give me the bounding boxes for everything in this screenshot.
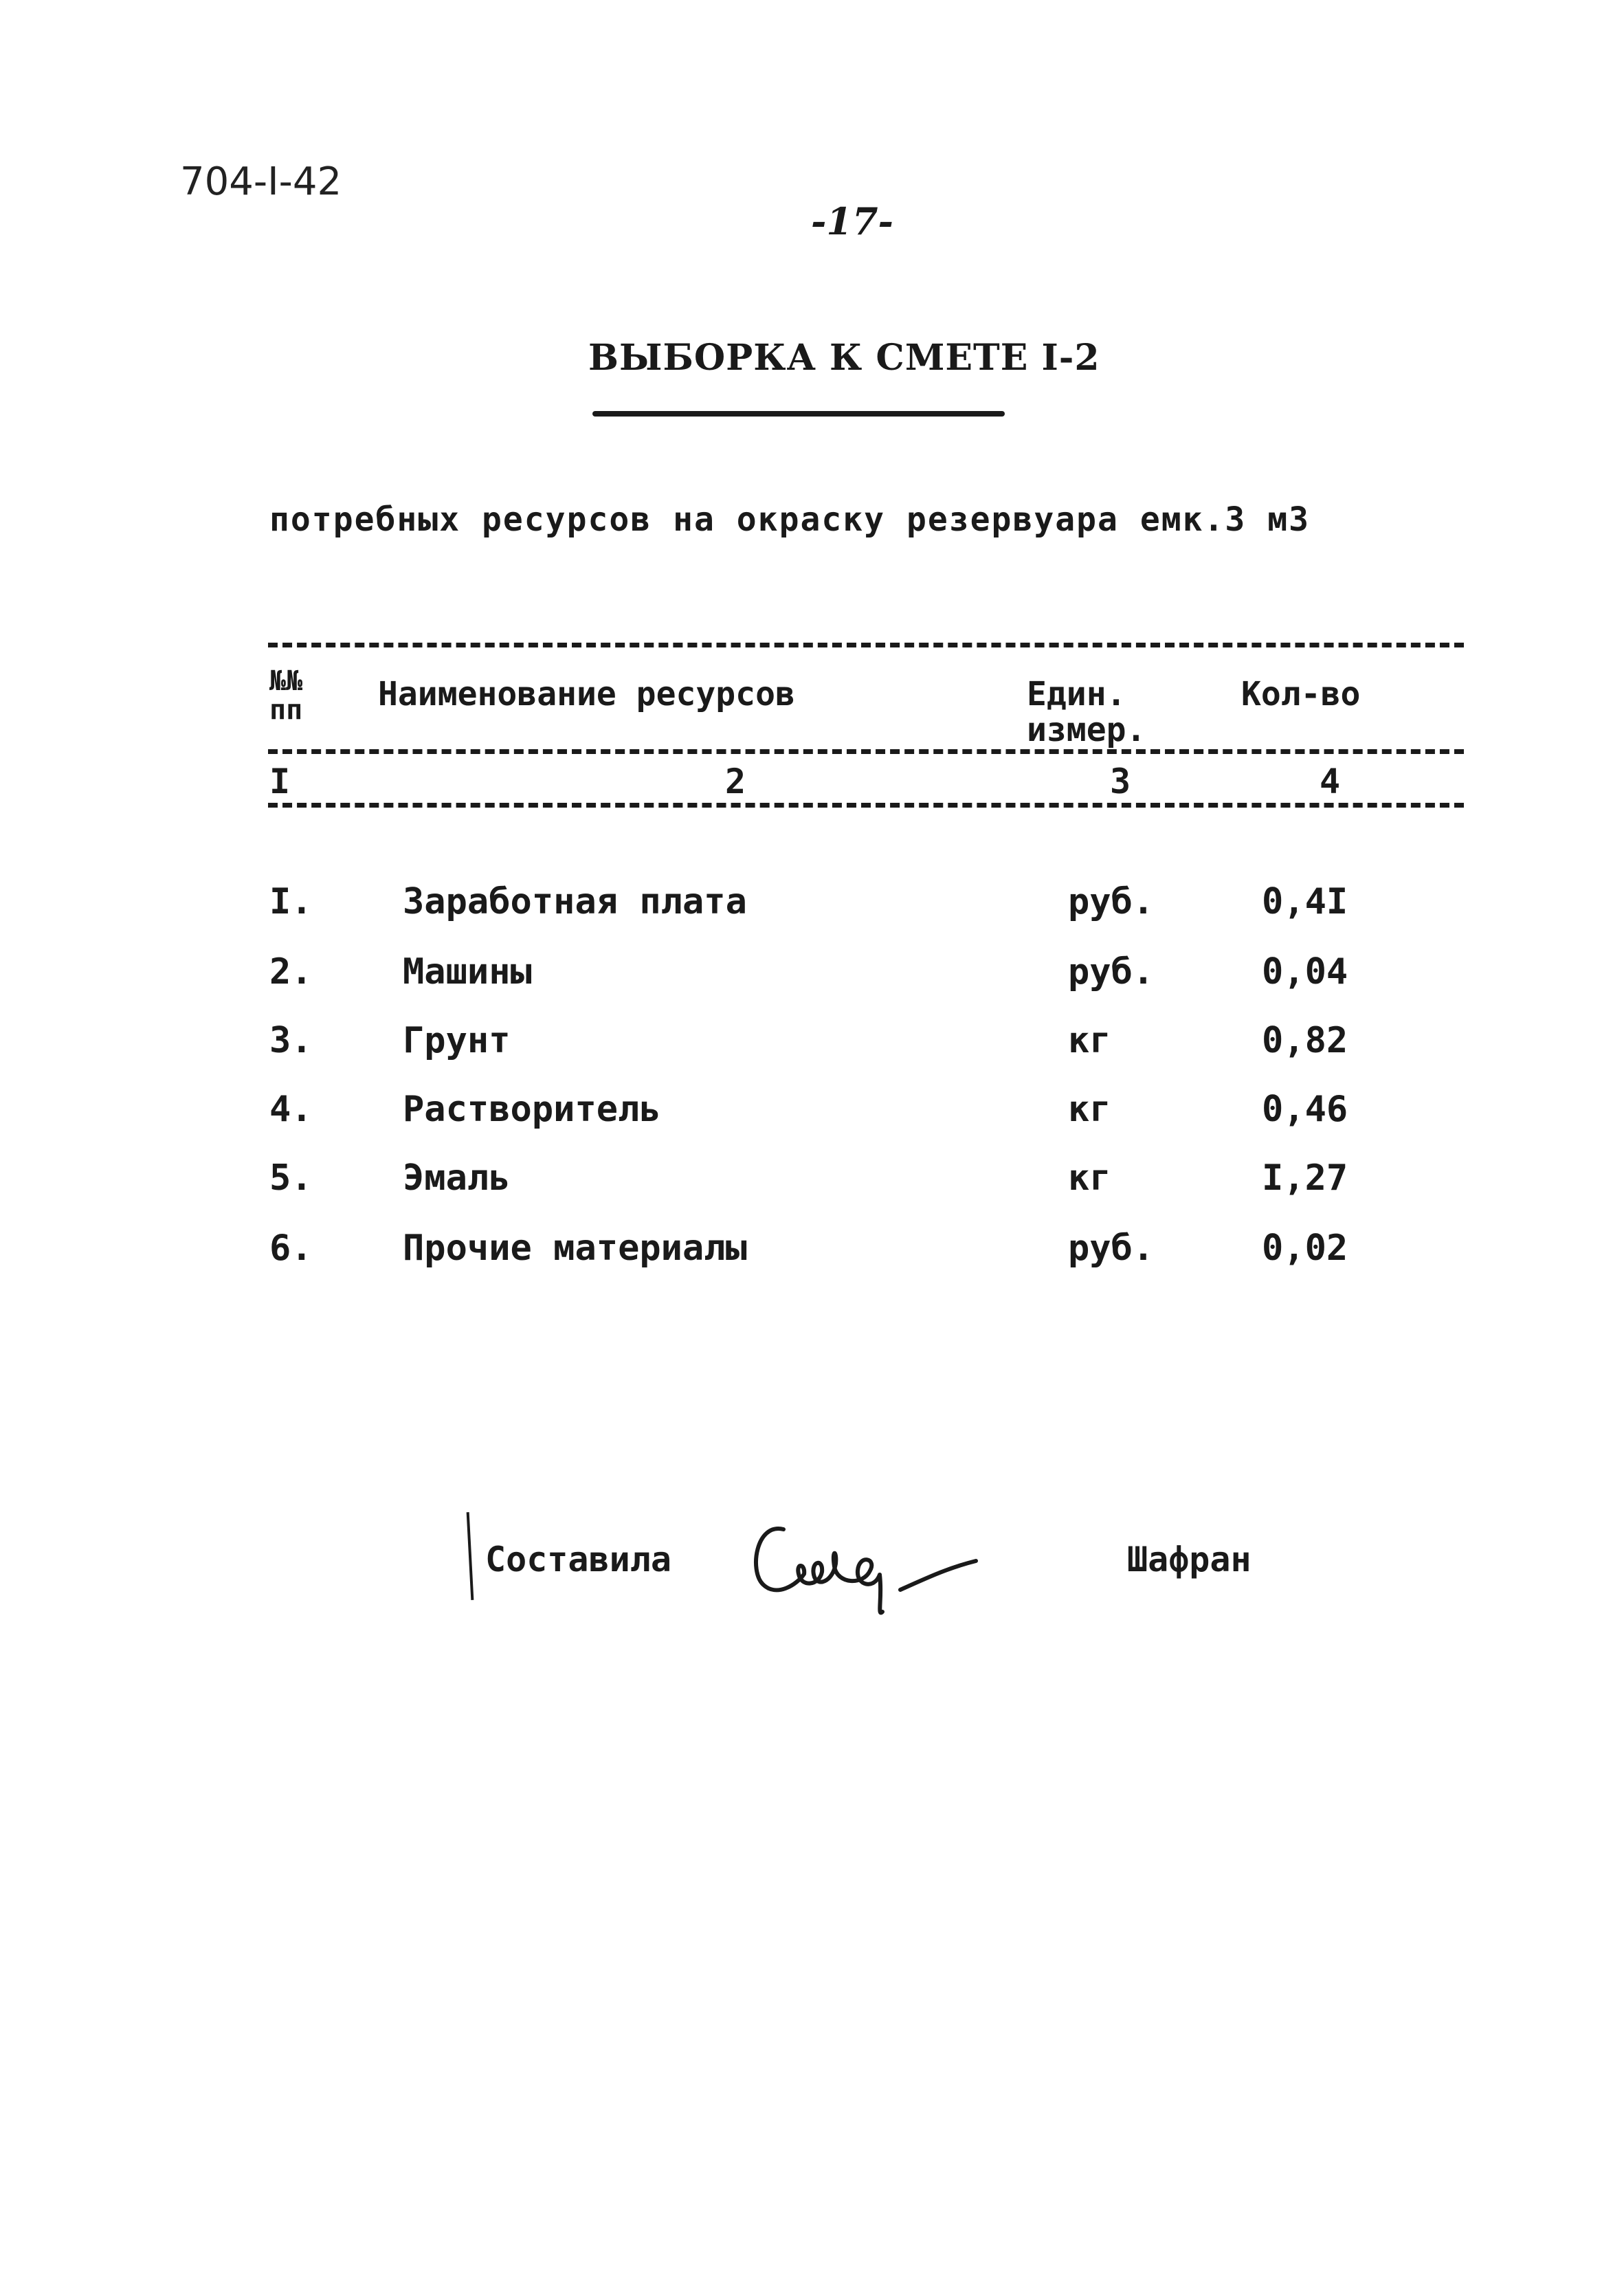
row-name: Растворитель bbox=[403, 1089, 661, 1130]
composer-label: Составила bbox=[485, 1540, 671, 1579]
signature-bracket bbox=[467, 1512, 474, 1600]
page-number: -17- bbox=[811, 199, 893, 243]
column-number-3: 3 bbox=[1110, 762, 1131, 801]
row-number: 2. bbox=[269, 951, 313, 993]
row-unit: кг bbox=[1068, 1020, 1111, 1061]
row-quantity: 0,46 bbox=[1262, 1089, 1348, 1130]
row-name: Прочие материалы bbox=[403, 1228, 747, 1269]
header-qty: Кол-во bbox=[1241, 675, 1361, 713]
row-name: Эмаль bbox=[403, 1157, 511, 1199]
title-underline bbox=[592, 411, 1005, 417]
header-name: Наименование ресурсов bbox=[378, 675, 795, 713]
column-number-4: 4 bbox=[1320, 762, 1341, 801]
column-number-2: 2 bbox=[725, 762, 746, 801]
row-number: 6. bbox=[269, 1228, 313, 1269]
composer-name: Шафран bbox=[1127, 1540, 1252, 1579]
header-rule bbox=[268, 749, 1464, 754]
column-numbers-rule bbox=[268, 803, 1464, 808]
header-unit: Един. bbox=[1027, 675, 1126, 713]
row-unit: кг bbox=[1068, 1089, 1111, 1130]
document-code: 704-I-42 bbox=[180, 159, 342, 204]
row-number: I. bbox=[269, 881, 313, 922]
row-unit: кг bbox=[1068, 1157, 1111, 1199]
table-top-rule bbox=[268, 643, 1464, 647]
row-unit: руб. bbox=[1068, 881, 1155, 922]
document-title: ВЫБОРКА К СМЕТЕ I-2 bbox=[588, 337, 1100, 379]
row-name: Машины bbox=[403, 951, 532, 993]
row-unit: руб. bbox=[1068, 951, 1155, 993]
row-unit: руб. bbox=[1068, 1228, 1155, 1269]
handwritten-signature bbox=[742, 1509, 1003, 1632]
row-number: 5. bbox=[269, 1157, 313, 1199]
header-num-2: пп bbox=[269, 694, 303, 726]
row-number: 3. bbox=[269, 1020, 313, 1061]
row-quantity: 0,82 bbox=[1262, 1020, 1348, 1061]
row-quantity: 0,04 bbox=[1262, 951, 1348, 993]
header-unit-2: измер. bbox=[1027, 711, 1146, 749]
row-quantity: 0,02 bbox=[1262, 1228, 1348, 1269]
column-number-1: I bbox=[269, 762, 291, 801]
row-quantity: I,27 bbox=[1262, 1157, 1348, 1199]
row-number: 4. bbox=[269, 1089, 313, 1130]
row-quantity: 0,4I bbox=[1262, 881, 1348, 922]
row-name: Грунт bbox=[403, 1020, 511, 1061]
row-name: Заработная плата bbox=[403, 881, 747, 922]
header-num: №№ bbox=[269, 665, 303, 697]
document-subtitle: потребных ресурсов на окраску резервуара емк.3 м3 bbox=[269, 500, 1311, 539]
